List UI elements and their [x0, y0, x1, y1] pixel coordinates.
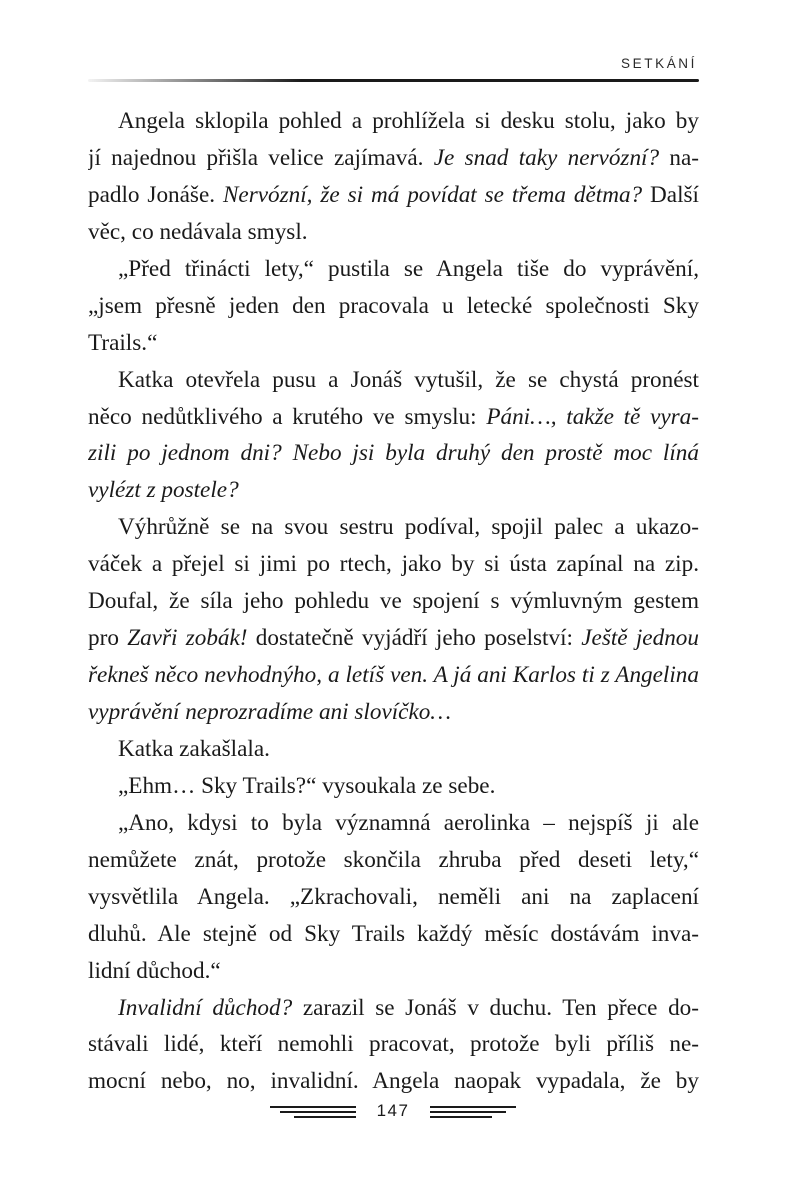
text-line	[88, 657, 699, 694]
running-header-title: SETKÁNÍ	[621, 56, 697, 71]
italic-thought: vylézt z postele?	[88, 477, 239, 504]
italic-thought: Invalidní důchod?	[118, 994, 293, 1021]
footer-ornament-right	[430, 1104, 516, 1122]
text-line: lidní důchod.“	[88, 957, 221, 984]
text-line: pro Zavři zobák! dostatečně vyjádří jeho poselství: Ještě jednou	[88, 625, 699, 652]
text-line: „Ehm… Sky Trails?“ vysoukala ze sebe.	[118, 772, 496, 799]
italic-thought: Páni…, takže tě vyra-	[486, 403, 699, 430]
text-line: věc, co nedávala smysl.	[88, 218, 308, 245]
text-line	[88, 472, 699, 509]
text-line: Katka otevřela pusu a Jonáš vytušil, že se chystá pronést	[118, 366, 699, 393]
italic-thought: Je snad taky nervózní?	[433, 144, 660, 171]
italic-thought: zili po jednom dni? Nebo jsi byla druhý den prostě moc líná	[88, 440, 699, 467]
text-line: Výhrůžně se na svou sestru podíval, spojil palec a ukazo-	[118, 514, 699, 541]
text-line: Katka zakašlala.	[118, 735, 270, 762]
page-footer	[0, 1101, 785, 1131]
italic-thought: řekneš něco nevhodnýho, a letíš ven. A já ani Karlos ti z Angelina	[88, 662, 699, 689]
italic-thought: Zavři zobák!	[127, 625, 248, 652]
text-line: „Ano, kdysi to byla významná aerolinka – nejspíš ji ale	[118, 809, 699, 836]
italic-thought: Nervózní, že si má povídat se třema dětma?	[222, 181, 643, 208]
text-line: dluhů. Ale stejně od Sky Trails každý měsíc dostávám inva-	[88, 920, 699, 947]
body-text	[88, 103, 699, 1100]
page-number: 147	[376, 1101, 410, 1120]
text-line: Trails.“	[88, 329, 158, 356]
text-line	[88, 694, 699, 731]
text-line: nemůžete znát, protože skončila zhruba před deseti lety,“	[88, 846, 699, 873]
text-line: Invalidní důchod? zarazil se Jonáš v duchu. Ten přece do-	[118, 994, 699, 1021]
text-line: „Před třinácti lety,“ pustila se Angela tiše do vyprávění,	[118, 255, 699, 282]
text-line: něco nedůtklivého a krutého ve smyslu: Páni…, takže tě vyra-	[88, 403, 699, 430]
text-line: vysvětlila Angela. „Zkrachovali, neměli ani na zaplacení	[88, 883, 699, 910]
italic-thought: Ještě jednou	[581, 625, 699, 652]
text-line	[88, 435, 699, 472]
footer-ornament-left	[270, 1104, 356, 1122]
text-line: Angela sklopila pohled a prohlížela si desku stolu, jako by	[118, 108, 699, 134]
text-line: padlo Jonáše. Nervózní, že si má povídat se třema dětma? Další	[88, 181, 699, 208]
text-line: mocní nebo, no, invalidní. Angela naopak vypadala, že by	[88, 1068, 699, 1095]
text-line: stávali lidé, kteří nemohli pracovat, protože byli příliš ne-	[88, 1031, 699, 1058]
text-line: „jsem přesně jeden den pracovala u letecké společnosti Sky	[88, 292, 699, 319]
text-line: jí najednou přišla velice zajímavá. Je snad taky nervózní? na-	[88, 144, 699, 171]
italic-thought: vyprávění neprozradíme ani slovíčko…	[88, 699, 451, 725]
text-line: Doufal, že síla jeho pohledu ve spojení s výmluvným gestem	[88, 588, 699, 615]
text-line: váček a přejel si jimi po rtech, jako by si ústa zapínal na zip.	[88, 551, 699, 578]
header-rule	[88, 79, 699, 82]
